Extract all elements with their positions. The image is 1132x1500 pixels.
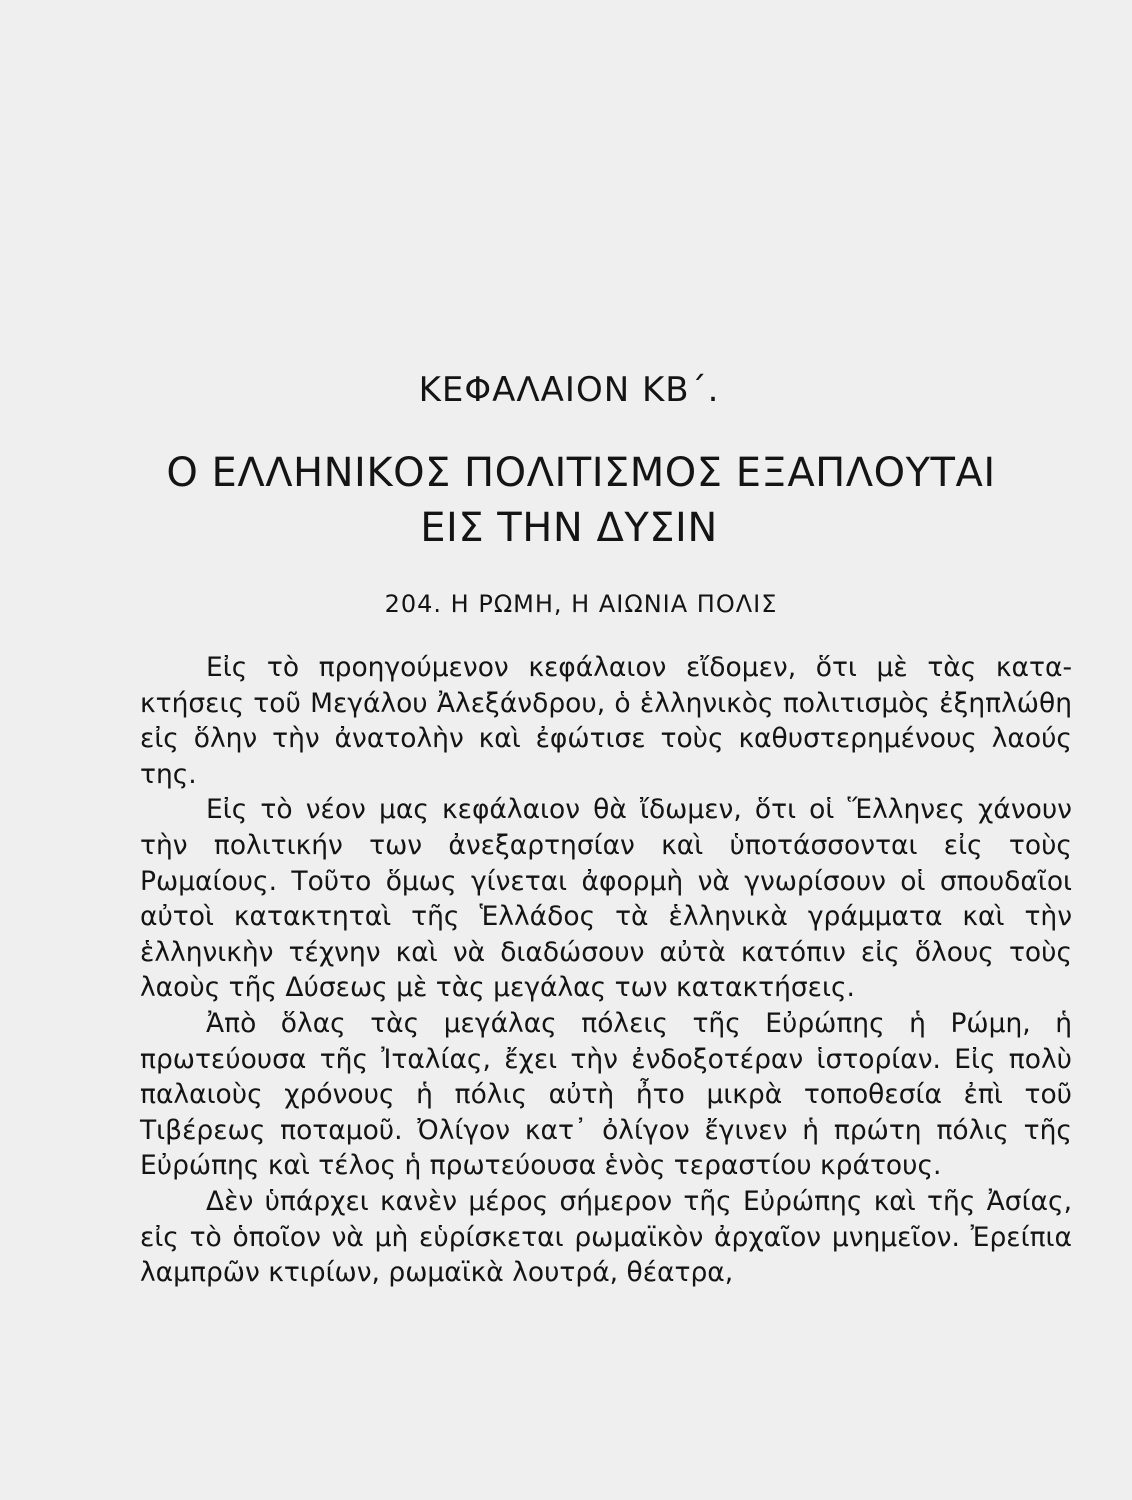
paragraph: Εἰς τὸ προηγούμενον κεφάλαιον εἴδομεν, ὅτι μὲ τὰς κατακτήσεις τοῦ Μεγάλου Ἀλεξάνδρου, ὁ ἑλληνικὸς πολιτισμὸς ἐξηπλώθη εἰς ὅλην τὴν ἀνατολὴν καὶ ἐφώτισε τοὺς καθυστερημένους λαούς της. [140,652,1072,790]
chapter-title-line-1: Ο ΕΛΛΗΝΙΚΟΣ ΠΟΛΙΤΙΣΜΟΣ ΕΞΑΠΛΟΥΤΑΙ [166,450,996,496]
paragraph: Δὲν ὑπάρχει κανὲν μέρος σήμερον τῆς Εὐρώπης καὶ τῆς Ἀσίας, εἰς τὸ ὁποῖον νὰ μὴ εὑρίσκεται ρωμαϊκὸν ἀρχαῖον μνημεῖον. Ἐρείπια λαμπρῶν κτιρίων, ρωμαϊκὰ λουτρά, θέατρα, [140,1185,1072,1289]
body-text [140,650,1072,1291]
paragraph: Εἰς τὸ νέον μας κεφάλαιον θὰ ἴδωμεν, ὅτι οἱ Ἕλληνες χάνουν τὴν πολιτικήν των ἀνεξαρτησίαν καὶ ὑποτάσσονται εἰς τοὺς Ρωμαίους. Τοῦτο ὅμως γίνεται ἀφορμὴ νὰ γνωρίσουν οἱ σπουδαῖοι αὐτοὶ κατακτηταὶ τῆς Ἑλλάδος τὰ ἑλληνικὰ γράμματα καὶ τὴν ἑλληνικὴν τέχνην καὶ νὰ διαδώσουν αὐτὰ κατόπιν εἰς ὅλους τοὺς λαοὺς τῆς Δύσεως μὲ τὰς μεγάλας των κατακτήσεις. [140,794,1072,1004]
paragraph: Ἀπὸ ὅλας τὰς μεγάλας πόλεις τῆς Εὐρώπης ἡ Ρώμη, ἡ πρωτεύουσα τῆς Ἰταλίας, ἔχει τὴν ἐνδοξοτέραν ἱστορίαν. Εἰς πολὺ παλαιοὺς χρόνους ἡ πόλις αὐτὴ ἦτο μικρὰ τοποθεσία ἐπὶ τοῦ Τιβέρεως ποταμοῦ. Ὀλίγον κατ᾿ ὀλίγον ἔγινεν ἡ πρώτη πόλις τῆς Εὐρώπης καὶ τέλος ἡ πρωτεύουσα ἑνὸς τεραστίου κράτους. [140,1007,1072,1182]
chapter-title-line-2: ΕΙΣ ΤΗΝ ΔΥΣΙΝ [420,505,718,551]
chapter-label: ΚΕΦΑΛΑΙΟΝ ΚΒ΄. [418,370,720,410]
section-heading: 204. Η ΡΩΜΗ, Η ΑΙΩΝΙΑ ΠΟΛΙΣ [384,590,778,618]
